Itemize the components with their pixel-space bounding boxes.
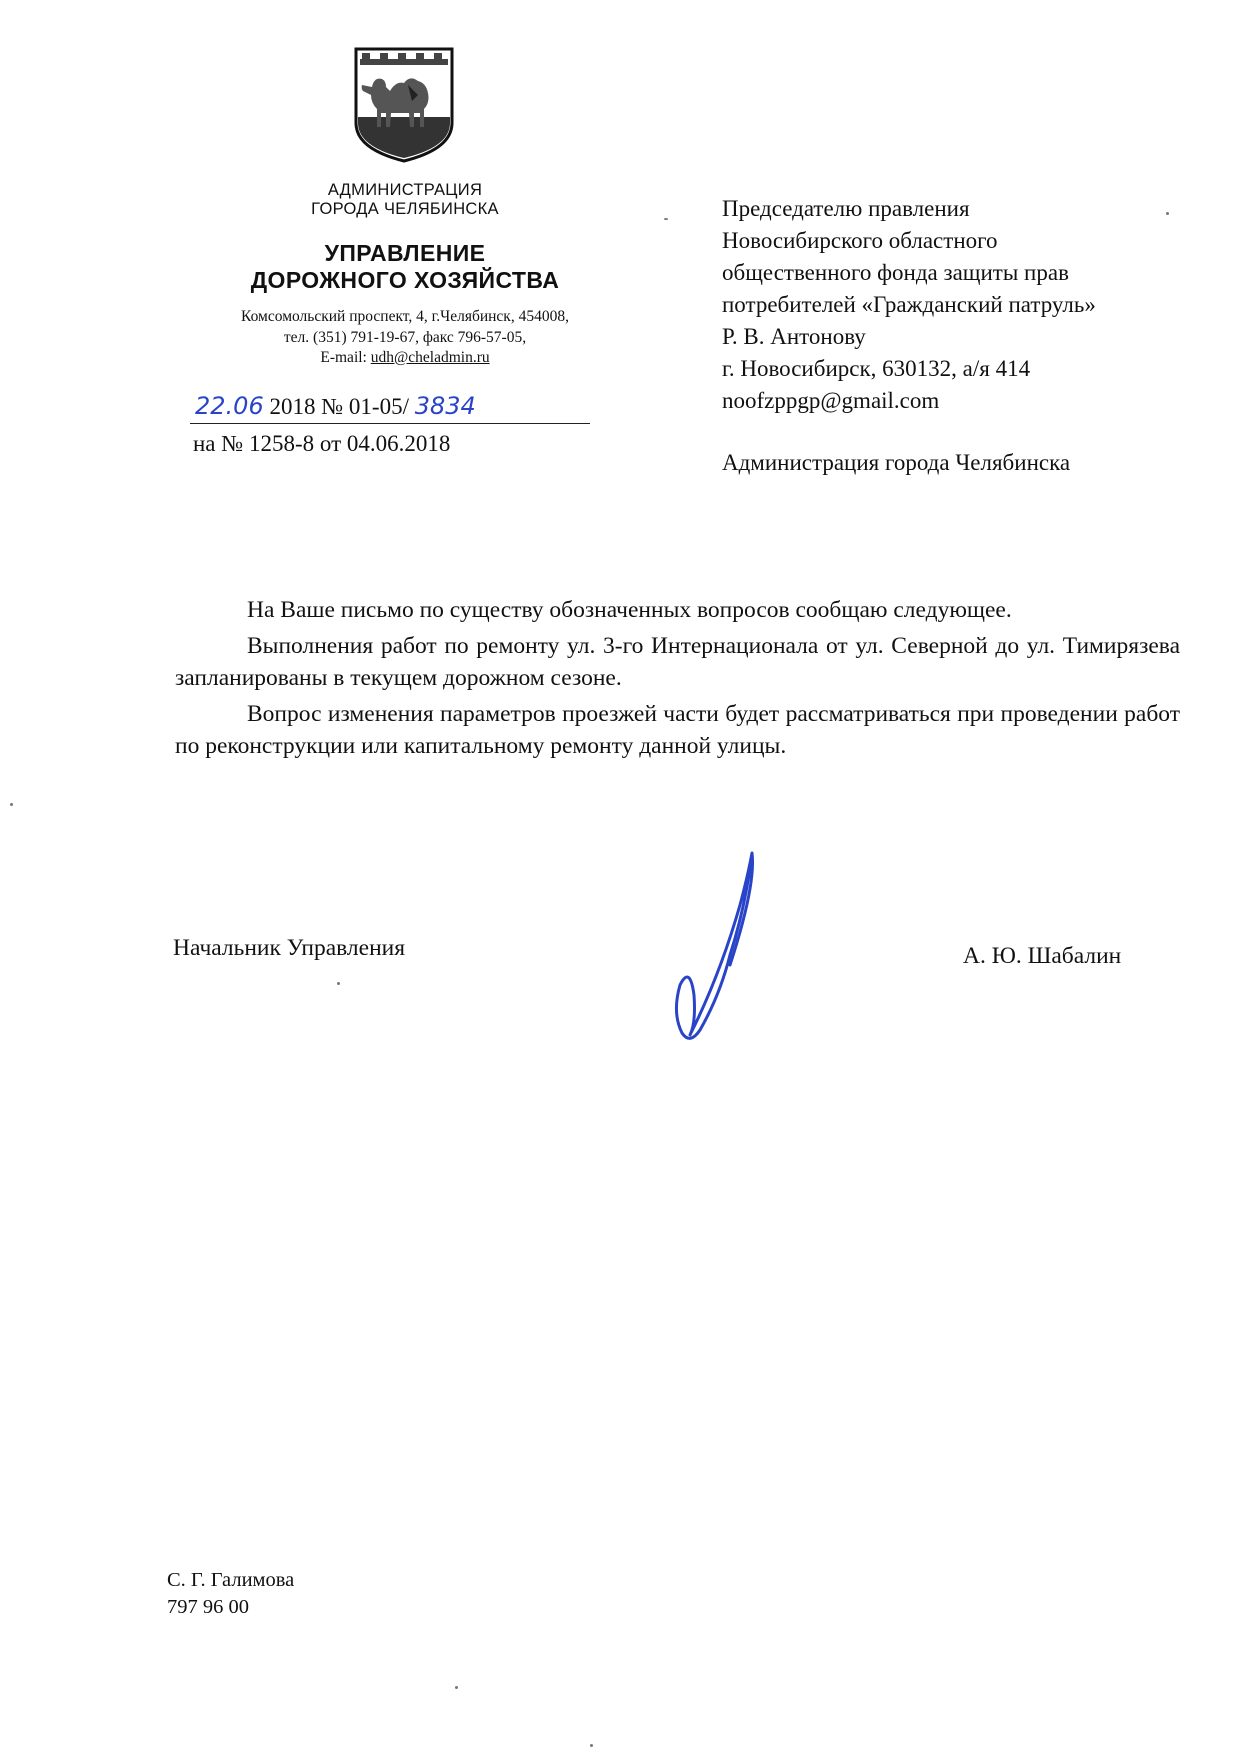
scan-speck bbox=[10, 803, 13, 806]
letterhead-admin bbox=[250, 181, 560, 219]
letterhead-department bbox=[220, 240, 590, 294]
signer-name: А. Ю. Шабалин bbox=[963, 943, 1122, 969]
addressee-line: Новосибирского областного bbox=[722, 228, 998, 253]
handwritten-signature-icon bbox=[660, 845, 770, 1045]
letter-body bbox=[175, 594, 1180, 766]
addressee-line: г. Новосибирск, 630132, а/я 414 bbox=[722, 356, 1031, 381]
body-paragraph: На Ваше письмо по существу обозначенных вопросов сообщаю следующее. bbox=[247, 597, 1012, 623]
body-paragraph: Выполнения работ по ремонту ул. 3-го Интернационала от ул. Северной до ул. Тимирязева запланированы в текущем дорожном сезоне. bbox=[175, 633, 1180, 691]
addressee-block bbox=[722, 193, 1192, 479]
scan-speck bbox=[1166, 212, 1169, 215]
phone-line: тел. (351) 791-19-67, факс 796-57-05, bbox=[283, 328, 527, 346]
body-paragraph: Вопрос изменения параметров проезжей части будет рассматриваться при проведении работ по реконструкции или капитальному ремонту данной улицы. bbox=[175, 701, 1180, 759]
dept-line-2: ДОРОЖНОГО ХОЗЯЙСТВА bbox=[250, 267, 560, 293]
reference-number: на № 1258-8 от 04.06.2018 bbox=[193, 431, 451, 456]
scan-speck bbox=[590, 1744, 593, 1747]
handwritten-number: 3834 bbox=[414, 392, 476, 420]
addressee-line: общественного фонда защиты прав bbox=[722, 260, 1069, 285]
addressee-line: потребителей «Гражданский патруль» bbox=[722, 292, 1096, 317]
addressee-email[interactable]: noofzppgp@gmail.com bbox=[722, 388, 940, 413]
outgoing-underline bbox=[190, 423, 590, 424]
dept-line-1: УПРАВЛЕНИЕ bbox=[324, 240, 486, 266]
address-line: Комсомольский проспект, 4, г.Челябинск, 454008, bbox=[241, 308, 569, 325]
executor-name: С. Г. Галимова bbox=[167, 1569, 295, 1591]
scan-speck bbox=[337, 982, 340, 985]
email-link[interactable]: udh@cheladmin.ru bbox=[370, 349, 490, 366]
addressee-line: Председателю правления bbox=[722, 196, 970, 221]
scan-speck bbox=[455, 1686, 458, 1689]
copy-line: Администрация города Челябинска bbox=[722, 450, 1071, 475]
email-line bbox=[190, 348, 620, 369]
admin-line-1: АДМИНИСТРАЦИЯ bbox=[327, 181, 483, 199]
admin-line-2: ГОРОДА ЧЕЛЯБИНСКА bbox=[311, 200, 499, 218]
executor-phone: 797 96 00 bbox=[167, 1596, 249, 1618]
letterhead-contacts bbox=[190, 307, 620, 369]
coat-of-arms-icon bbox=[352, 45, 456, 163]
email-label: E-mail: bbox=[320, 349, 371, 366]
scan-speck bbox=[664, 218, 668, 220]
outgoing-number bbox=[195, 392, 476, 420]
executor-block bbox=[167, 1567, 294, 1621]
addressee-line: Р. В. Антонову bbox=[722, 324, 866, 349]
signer-position: Начальник Управления bbox=[173, 935, 406, 961]
year-number: 2018 № 01-05/ bbox=[269, 394, 409, 419]
handwritten-date: 22.06 bbox=[195, 392, 264, 420]
